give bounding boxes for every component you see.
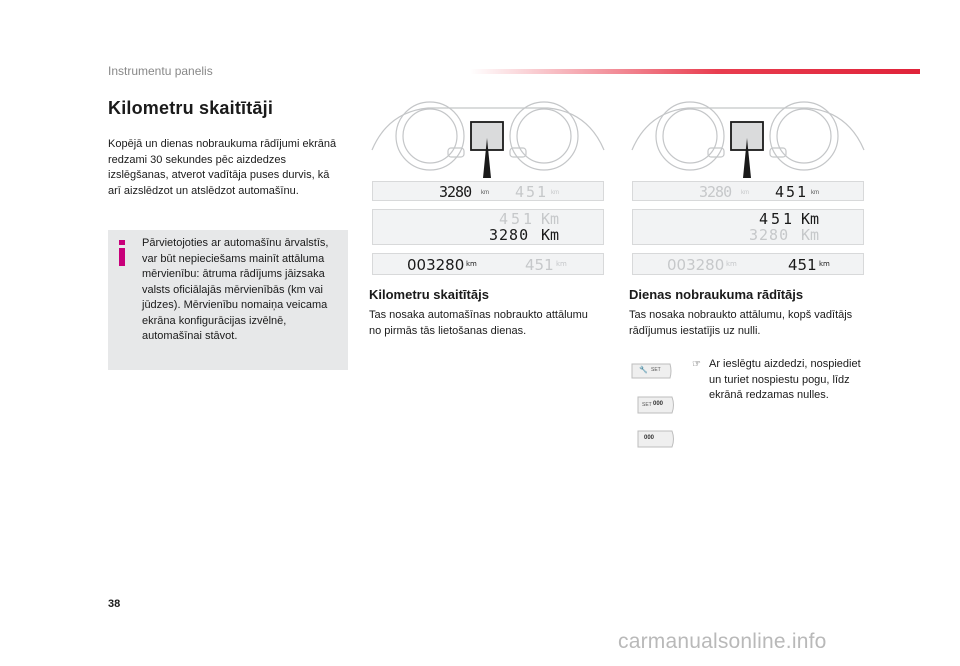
total-value: 3280 [439, 183, 472, 201]
instrument-cluster-illustration [368, 100, 606, 178]
odometer-text: Tas nosaka automašīnas nobraukto attālumu no pirmās tās lietošanas dienas. [369, 309, 588, 337]
reset-button-icon [630, 360, 674, 382]
info-note: Pārvietojoties ar automašīnu ārvalstīs, var būt nepieciešams mainīt attāluma mērvienību: ātruma rādījums jāizsaka valsts oficiālajās mērvienībās (km vai jūdzes). Mērvienību nomaiņa veicama ekrāna konfigurācijas izvēlnē, automašīnai stāvot. [142, 237, 329, 342]
total-value: 003280 [667, 256, 725, 274]
total-unit: Km [541, 226, 560, 244]
info-icon [117, 240, 127, 266]
display-segment-large [372, 209, 604, 245]
trip-value: 451 [515, 183, 549, 201]
trip-unit: Km [541, 210, 560, 228]
reset-button-icon [636, 394, 676, 416]
trip-value: 451 [525, 256, 554, 274]
trip-value: 451 [759, 210, 796, 228]
trip-unit: km [556, 260, 567, 268]
page-title: Kilometru skaitītāji [108, 98, 274, 118]
trip-heading: Dienas nobraukuma rādītājs [629, 287, 804, 302]
trip-unit: km [819, 260, 830, 268]
trip-unit: km [811, 190, 819, 196]
trip-unit: Km [801, 210, 820, 228]
wrench-icon: 🔧 [639, 367, 648, 374]
display-digital-small [632, 181, 864, 201]
watermark: carmanualsonline.info [618, 630, 827, 653]
display-standard [372, 253, 604, 275]
zero-label: 000 [653, 401, 664, 407]
set-label: SET [651, 367, 661, 373]
pointing-hand-icon: ☞ [692, 359, 701, 370]
total-unit: km [466, 260, 477, 268]
zero-label: 000 [644, 435, 655, 441]
total-value: 003280 [407, 256, 465, 274]
total-unit: Km [801, 226, 820, 244]
total-unit: km [481, 190, 489, 196]
display-segment-large [632, 209, 864, 245]
reset-button-icon [636, 428, 676, 450]
display-digital-small [372, 181, 604, 201]
odometer-heading: Kilometru skaitītājs [369, 287, 489, 302]
total-value: 3280 [489, 226, 530, 244]
section-header: Instrumentu panelis [108, 64, 213, 78]
display-standard [632, 253, 864, 275]
total-value: 3280 [699, 183, 732, 201]
trip-value: 451 [788, 256, 817, 274]
trip-text: Tas nosaka nobraukto attālumu, kopš vadītājs rādījumus iestatījis uz nulli. [629, 309, 853, 337]
trip-value: 451 [499, 210, 536, 228]
total-value: 3280 [749, 226, 790, 244]
trip-value: 451 [775, 183, 809, 201]
page-number: 38 [108, 598, 121, 610]
trip-unit: km [551, 190, 559, 196]
total-unit: km [741, 190, 749, 196]
trip-instruction: Ar ieslēgtu aizdedzi, nospiediet un turiet nospiestu pogu, līdz ekrānā redzamas nulles. [709, 358, 861, 401]
header-accent-line [470, 69, 920, 74]
intro-text: Kopējā un dienas nobraukuma rādījumi ekrānā redzami 30 sekundes pēc aizdedzes izslēgšanas, atverot vadītāja puses durvis, kā arī aizslēdzot un atslēdzot automašīnu. [108, 138, 337, 197]
instrument-cluster-illustration [628, 100, 866, 178]
set-label: SET [642, 402, 652, 408]
total-unit: km [726, 260, 737, 268]
